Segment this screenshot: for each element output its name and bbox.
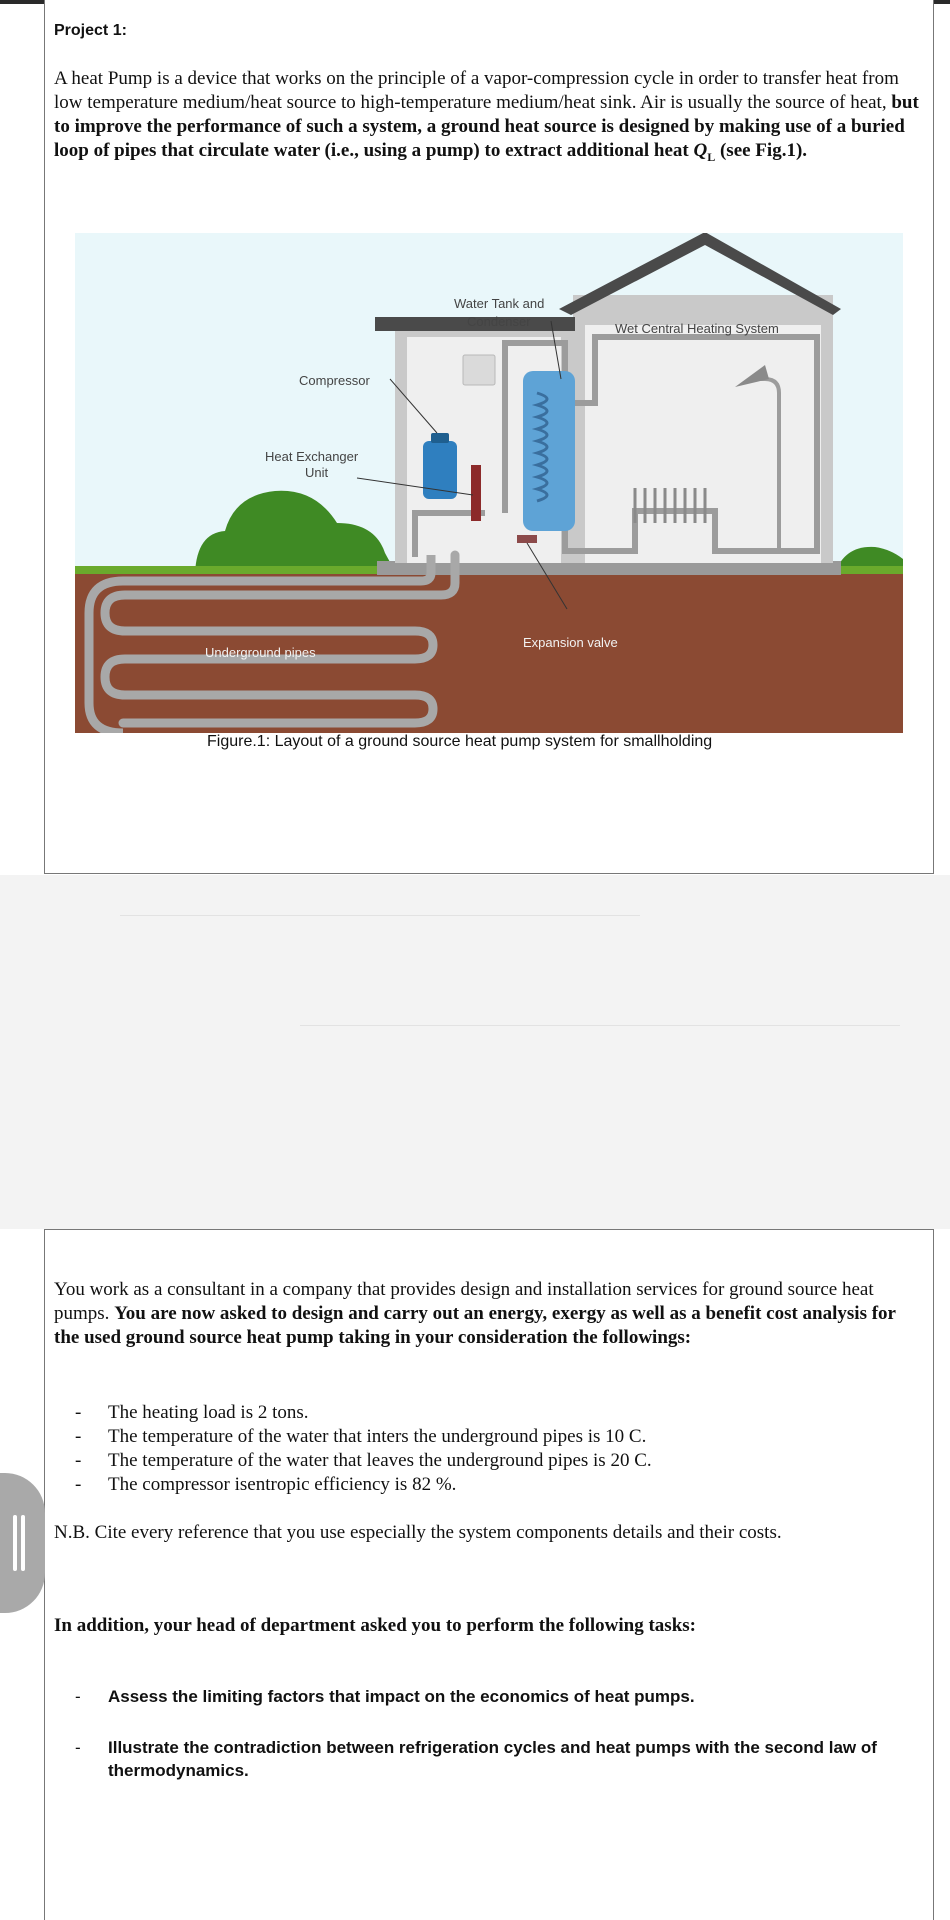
task-box (44, 1229, 934, 1920)
label-unit: Unit (305, 465, 329, 480)
intro-bold-text: but to improve the performance of such a system, a ground heat source is designed by making use of a buried loop of pipes that circulate water (i.e., using a pump) to extract additional heat (54, 92, 919, 161)
project-title: Project 1: (54, 22, 127, 39)
handle-grip-line (21, 1515, 25, 1571)
house-base (377, 561, 841, 575)
control-panel (463, 355, 495, 385)
compressor-cap (431, 433, 449, 443)
intro-bold-end: (see Fig.1). (715, 140, 808, 161)
label-wet-heating: Wet Central Heating System (615, 321, 779, 336)
intro-paragraph (54, 67, 924, 169)
house-right-interior (585, 325, 821, 563)
gap-streak (300, 1025, 900, 1026)
list-item: - The compressor isentropic efficiency is 82 %. (75, 1473, 905, 1497)
water-tank (523, 371, 575, 531)
side-drawer-handle[interactable] (0, 1473, 45, 1613)
requirements-list (75, 1401, 905, 1497)
consultant-bold-text: You are now asked to design and carry out an energy, exergy as well as a benefit cost analysis for the used ground source heat pump taking in your consideration the followings: (54, 1303, 896, 1348)
consultant-text: You work as a consultant in a company that provides design and installation services for ground source heat pumps. (54, 1279, 874, 1324)
list-item: - Illustrate the contradiction between refrigeration cycles and heat pumps with the second law of thermodynamics. (75, 1736, 905, 1782)
label-expansion-valve: Expansion valve (523, 635, 618, 650)
label-condenser: Condenser (467, 314, 531, 329)
label-heat-exchanger: Heat Exchanger (265, 449, 359, 464)
tasks-list (75, 1685, 905, 1810)
figure-caption: Figure.1: Layout of a ground source heat pump system for smallholding (207, 733, 713, 750)
heat-exchanger (471, 465, 481, 521)
expansion-valve-part (517, 535, 537, 543)
gap-streak (120, 915, 640, 916)
page-gap (0, 875, 950, 1229)
intro-text: A heat Pump is a device that works on the principle of a vapor-compression cycle in order to transfer heat from low temperature medium/heat source to high-temperature medium/heat sink. Air is usually the source of heat, (54, 68, 899, 113)
label-underground-pipes: Underground pipes (205, 645, 316, 660)
consultant-paragraph (54, 1278, 924, 1350)
project-box (44, 0, 934, 874)
heat-symbol: Q (693, 140, 708, 161)
label-compressor: Compressor (299, 373, 370, 388)
handle-grip-line (13, 1515, 17, 1571)
heat-pump-figure (75, 233, 903, 733)
nb-note: N.B. Cite every reference that you use especially the system components details and their costs. (54, 1522, 782, 1543)
heat-subscript: L (707, 149, 716, 164)
list-item: - Assess the limiting factors that impact on the economics of heat pumps. (75, 1685, 905, 1708)
addition-heading: In addition, your head of department asked you to perform the following tasks: (54, 1615, 696, 1636)
list-item: - The heating load is 2 tons. (75, 1401, 905, 1425)
list-item: - The temperature of the water that leaves the underground pipes is 20 C. (75, 1449, 905, 1473)
label-water-tank: Water Tank and (454, 296, 545, 311)
list-item: - The temperature of the water that inters the underground pipes is 10 C. (75, 1425, 905, 1449)
